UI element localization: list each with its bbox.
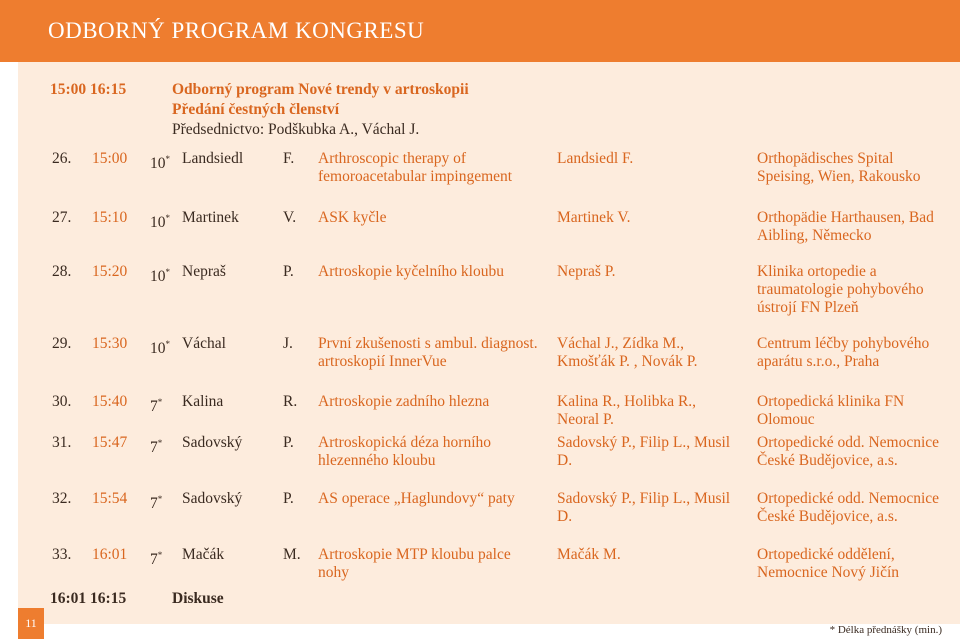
talk-title: První zkušenosti s ambul. diagnost. artroskopií InnerVue <box>318 335 538 370</box>
talk-institution: Ortopedické oddělení, Nemocnice Nový Jičín <box>757 546 900 581</box>
talk-duration: 10* <box>150 339 170 358</box>
talk-title: Artroskopická déza horního hlezenného kloubu <box>318 434 492 469</box>
talk-authors: Sadovský P., Filip L., Musil D. <box>557 490 731 525</box>
talk-institution: Orthopädie Harthausen, Bad Aibling, Německo <box>757 209 934 244</box>
talk-duration: 7* <box>150 550 163 569</box>
talk-time: 15:54 <box>92 490 128 507</box>
speaker-initial: J. <box>283 335 293 352</box>
speaker-initial: V. <box>283 209 297 226</box>
speaker-initial: P. <box>283 263 294 280</box>
talk-title: Artroskopie kyčelního kloubu <box>318 263 504 280</box>
footnote: * Délka přednášky (min.) <box>829 624 942 636</box>
talk-duration: 7* <box>150 494 163 513</box>
talk-number: 27. <box>52 209 72 226</box>
talk-title: ASK kyčle <box>318 209 387 226</box>
talk-institution: Orthopädisches Spital Speising, Wien, Rakousko <box>757 150 921 185</box>
talk-number: 29. <box>52 335 72 352</box>
talk-time: 15:40 <box>92 393 128 410</box>
talk-number: 26. <box>52 150 72 167</box>
talk-authors: Nepraš P. <box>557 263 616 280</box>
speaker-initial: F. <box>283 150 295 167</box>
talk-duration: 10* <box>150 213 170 232</box>
speaker-initial: R. <box>283 393 298 410</box>
session-title: Odborný program Nové trendy v artroskopii <box>172 81 469 98</box>
page-number: 11 <box>18 608 44 639</box>
talk-time: 15:47 <box>92 434 128 451</box>
session-subtitle: Předání čestných členství <box>172 101 340 118</box>
talk-number: 32. <box>52 490 72 507</box>
talk-duration: 7* <box>150 438 163 457</box>
talk-number: 30. <box>52 393 72 410</box>
speaker-surname: Váchal <box>182 335 226 352</box>
talk-title: Arthroscopic therapy of femoroacetabular impingement <box>318 150 513 185</box>
talk-institution: Centrum léčby pohybového aparátu s.r.o., Praha <box>757 335 930 370</box>
talk-duration: 10* <box>150 154 170 173</box>
speaker-initial: M. <box>283 546 301 563</box>
talk-institution: Ortopedické odd. Nemocnice České Budějovice, a.s. <box>757 434 940 469</box>
session-chairs: Předsednictvo: Podškubka A., Váchal J. <box>172 121 420 138</box>
talk-authors: Mačák M. <box>557 546 621 563</box>
header-bar <box>0 0 960 62</box>
speaker-initial: P. <box>283 434 294 451</box>
talk-authors: Martinek V. <box>557 209 631 226</box>
talk-time: 15:00 <box>92 150 128 167</box>
talk-authors: Sadovský P., Filip L., Musil D. <box>557 434 731 469</box>
talk-institution: Ortopedické odd. Nemocnice České Budějovice, a.s. <box>757 490 940 525</box>
talk-institution: Klinika ortopedie a traumatologie pohybového ústrojí FN Plzeň <box>757 263 924 316</box>
talk-time: 16:01 <box>92 546 128 563</box>
speaker-surname: Kalina <box>182 393 224 410</box>
talk-institution: Ortopedická klinika FN Olomouc <box>757 393 905 428</box>
talk-time: 15:10 <box>92 209 128 226</box>
talk-authors: Váchal J., Zídka M., Kmošťák P. , Novák P. <box>557 335 698 370</box>
talk-duration: 7* <box>150 397 163 416</box>
page-title: ODBORNÝ PROGRAM KONGRESU <box>48 18 425 43</box>
talk-duration: 10* <box>150 267 170 286</box>
speaker-surname: Nepraš <box>182 263 226 280</box>
talk-title: AS operace „Haglundovy“ paty <box>318 490 515 507</box>
talk-time: 15:30 <box>92 335 128 352</box>
speaker-surname: Mačák <box>182 546 225 563</box>
speaker-surname: Sadovský <box>182 490 243 507</box>
speaker-surname: Landsiedl <box>182 150 244 167</box>
talk-authors: Kalina R., Holibka R., Neoral P. <box>557 393 697 428</box>
speaker-surname: Sadovský <box>182 434 243 451</box>
talk-number: 31. <box>52 434 72 451</box>
talk-number: 33. <box>52 546 72 563</box>
talk-title: Artroskopie zadního hlezna <box>318 393 490 410</box>
speaker-surname: Martinek <box>182 209 239 226</box>
talk-number: 28. <box>52 263 72 280</box>
talk-title: Artroskopie MTP kloubu palce nohy <box>318 546 511 581</box>
talk-time: 15:20 <box>92 263 128 280</box>
talk-authors: Landsiedl F. <box>557 150 634 167</box>
footer <box>0 624 960 639</box>
discussion-label: Diskuse <box>172 590 224 607</box>
session-time: 15:00 16:15 <box>50 81 127 98</box>
speaker-initial: P. <box>283 490 294 507</box>
discussion-time: 16:01 16:15 <box>50 590 127 607</box>
